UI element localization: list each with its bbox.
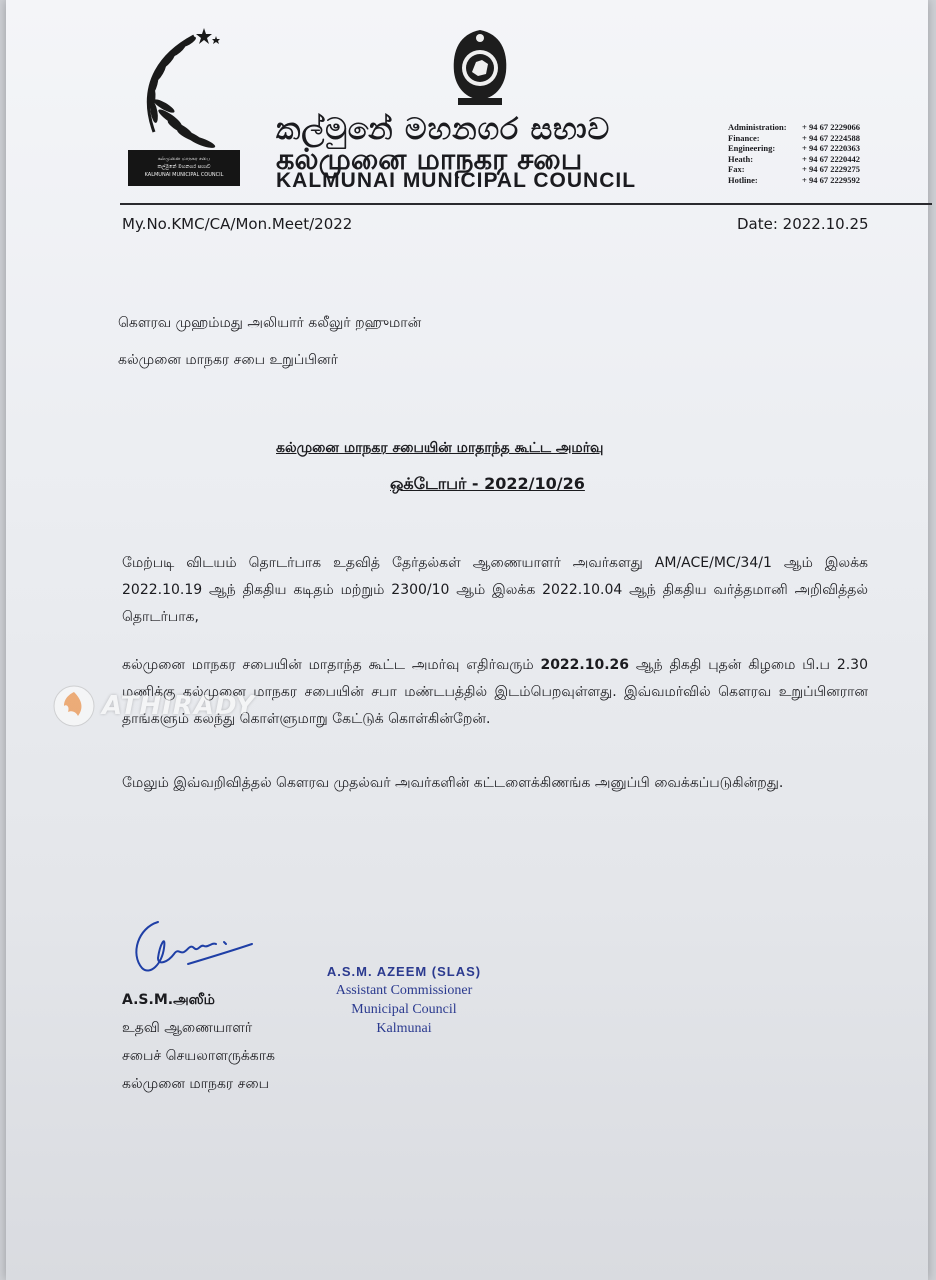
council-name-tamil: கல்முனை மாநகர சபை: [276, 142, 583, 176]
contact-row: Hotline: + 94 67 2229592: [728, 174, 860, 185]
signatory-for: சபைச் செயலாளருக்காக: [122, 1048, 275, 1064]
contact-row: Administration: + 94 67 2229066: [728, 122, 860, 132]
watermark: [52, 684, 255, 728]
watermark-text: ATHIRADY: [102, 691, 256, 721]
recipient-name: கௌரவ முஹம்மது அலியார் கலீலுர் றஹுமான்: [118, 315, 422, 331]
contact-row: Heath: + 94 67 2220442: [728, 153, 860, 164]
subject-date: ஒக்டோபர் - 2022/10/26: [390, 474, 585, 493]
contact-row: Fax: + 94 67 2229275: [728, 164, 860, 174]
letter-date: Date: 2022.10.25: [737, 215, 869, 233]
signatory-title: உதவி ஆணையாளர்: [122, 1020, 253, 1036]
subject-line: கல்முனை மாநகர சபையின் மாதாந்த கூட்ட அமர்வு: [276, 440, 604, 456]
flame-logo-icon: [52, 684, 96, 728]
logo-text-tamil: கல்முனை மாநகர சபை: [157, 156, 211, 162]
recipient-title: கல்முனை மாநகர சபை உறுப்பினர்: [118, 352, 338, 368]
logo-text-english: KALMUNAI MUNICIPAL COUNCIL: [144, 172, 224, 178]
contact-row: Finance: + 94 67 2224588: [728, 132, 860, 143]
stamp-title: Assistant Commissioner: [335, 983, 473, 998]
reference-number: My.No.KMC/CA/Mon.Meet/2022: [122, 215, 353, 233]
paragraph-reference: மேற்படி விடயம் தொடர்பாக உதவித் தேர்தல்கள் ஆணையாளர் அவர்களது AM/ACE/MC/34/1 ஆம் இலக்க 2022.10.19 ஆந் திகதிய கடிதம் மற்றும் 2300/10 ஆம் இலக்க 2022.10.04 ஆந் திகதிய வர்த்தமானி அறிவித்தல் தொடர்பாக,: [122, 555, 868, 625]
handwritten-signature: [128, 914, 258, 978]
paragraph-closing: மேலும் இவ்வறிவித்தல் கௌரவ முதல்வர் அவர்களின் கட்டளைக்கிணங்க அனுப்பி வைக்கப்படுகின்றது.: [122, 775, 784, 791]
contact-row: Engineering: + 94 67 2220363: [728, 143, 860, 153]
paragraph-meeting: கல்முனை மாநகர சபையின் மாதாந்த கூட்ட அமர்வு எதிர்வரும் 2022.10.26 ஆந் திகதி புதன் கிழமை பி.ப 2.30 மணிக்கு கல்முனை மாநகர சபையின் சபா மண்டபத்தில் இடம்பெறவுள்ளது. இவ்வமர்வில் கௌரவ உறுப்பினரான தாங்களும் கலந்து கொள்ளுமாறு கேட்டுக் கொள்கின்றேன்.: [122, 657, 868, 727]
laurel-icon: [124, 22, 244, 152]
signatory-office: கல்முனை மாநகர சபை: [122, 1076, 270, 1092]
stamp-town: Kalmunai: [376, 1021, 432, 1036]
contact-list: [728, 122, 860, 185]
letter-page: [6, 0, 928, 1280]
meeting-date: 2022.10.26: [540, 657, 630, 673]
stamp-office: Municipal Council: [351, 1002, 457, 1017]
council-logo: [124, 22, 244, 190]
council-name-english: KALMUNAI MUNICIPAL COUNCIL: [276, 169, 637, 192]
header-divider: [120, 203, 932, 205]
logo-text-sinhala: කල්මුනේ මහනගර සභාව: [157, 164, 211, 170]
logo-band: [128, 150, 240, 186]
national-emblem-icon: [444, 28, 516, 108]
council-name-sinhala: කල්මුනේ මහනගර සභාව: [276, 112, 611, 147]
signatory-name: A.S.M.அஸீம்: [122, 992, 215, 1008]
signatory-block: [122, 986, 275, 1098]
stamp-name: A.S.M. AZEEM (SLAS): [326, 964, 482, 979]
official-stamp: [314, 962, 494, 1038]
